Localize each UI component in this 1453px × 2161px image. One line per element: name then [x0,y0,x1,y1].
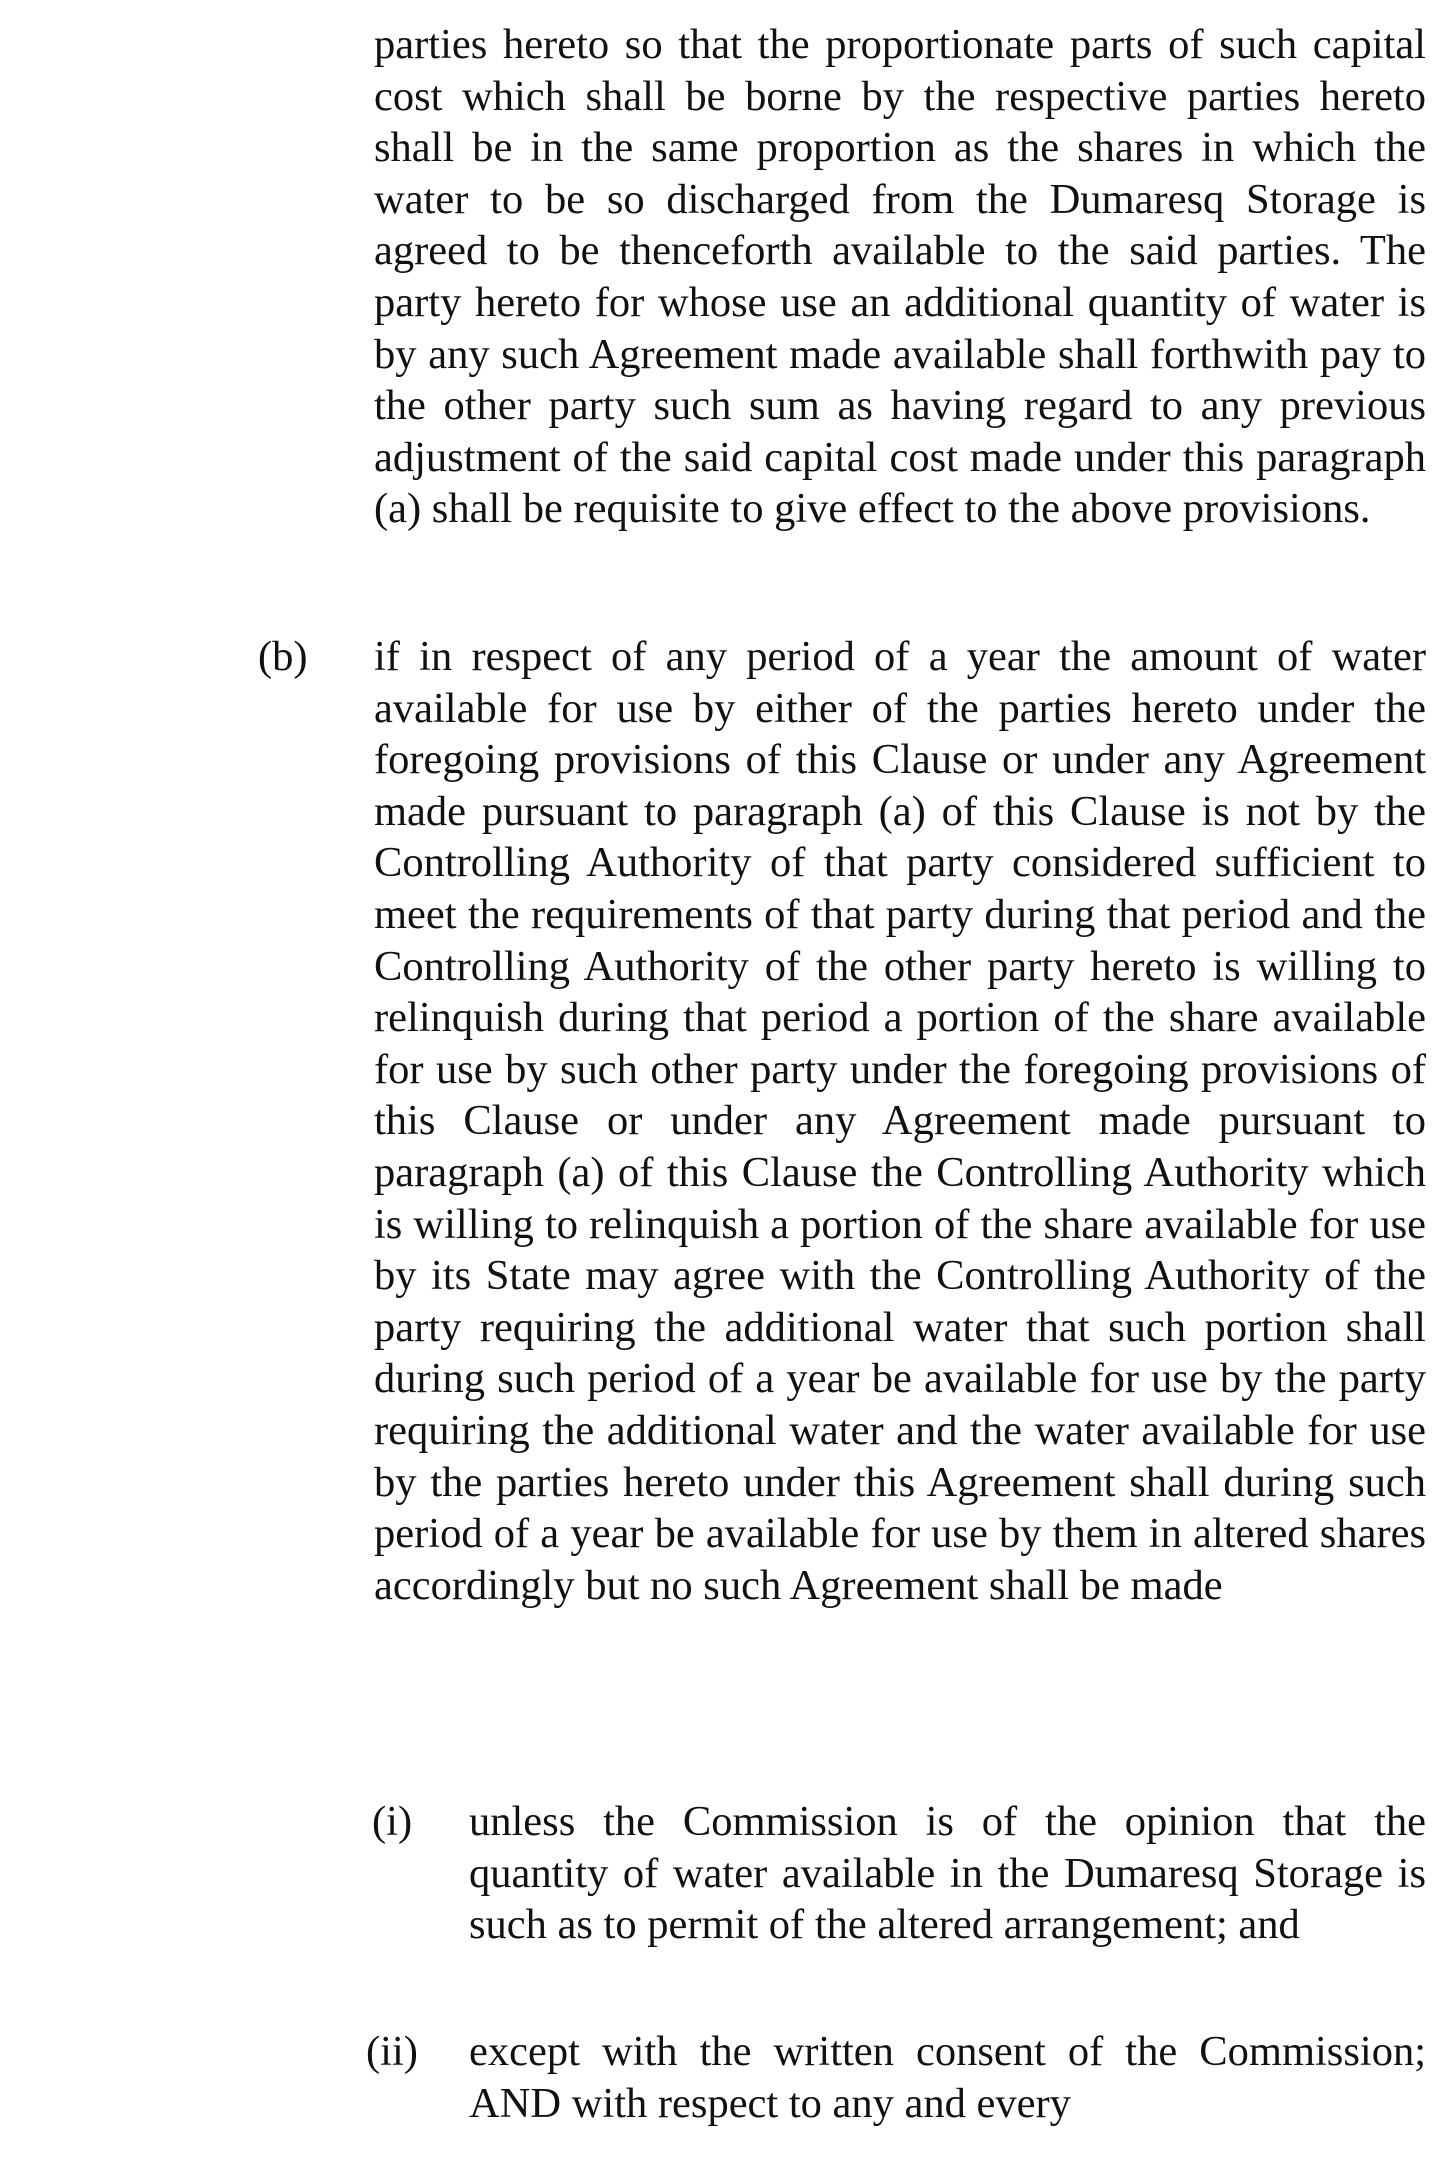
subparagraph-i-text: unless the Commission is of the opinion that the quantity of water available in the Dumaresq Storage is such as to permit of the altered arrangement; and [469,1798,1426,1949]
subparagraph-i-label: (i) [372,1798,413,1845]
paragraph-b-text: if in respect of any period of a year the amount of water available for use by either of the parties hereto under the foregoing provisions of this Clause or under any Agreement made pursuant to paragraph (a) of this Clause is not by the Controlling Authority of that party considered sufficient to meet the requirements of that party during that period and the Controlling Authority of the other party hereto is willing to relinquish during that period a portion of the share available for use by such other party under the foregoing provisions of this Clause or under any Agreement made pursuant to paragraph (a) of this Clause the Controlling Authority which is willing to relinquish a portion of the share available for use by its State may agree with the Controlling Authority of the party requiring the additional water that such portion shall during such period of a year be available for use by the party requiring the additional water and the water available for use by the parties hereto under this Agreement shall during such period of a year be available for use by them in altered shares accordingly but no such Agreement shall be made [374,633,1426,1609]
subparagraph-ii-label: (ii) [366,2028,418,2075]
paragraph-b-label: (b) [258,633,308,680]
subparagraph-ii-text: except with the written consent of the Commission; AND with respect to any and every [469,2028,1426,2127]
continuation-paragraph: parties hereto so that the proportionate parts of such capital cost which shall be borne by the respective parties hereto shall be in the same proportion as the shares in which the water to be so discharged from the Dumaresq Storage is agreed to be thenceforth available to the said parties. The party hereto for whose use an additional quantity of water is by any such Agreement made available shall forthwith pay to the other party such sum as having regard to any previous adjustment of the said capital cost made under this paragraph (a) shall be requisite to give effect to the above provisions. [374,21,1426,533]
